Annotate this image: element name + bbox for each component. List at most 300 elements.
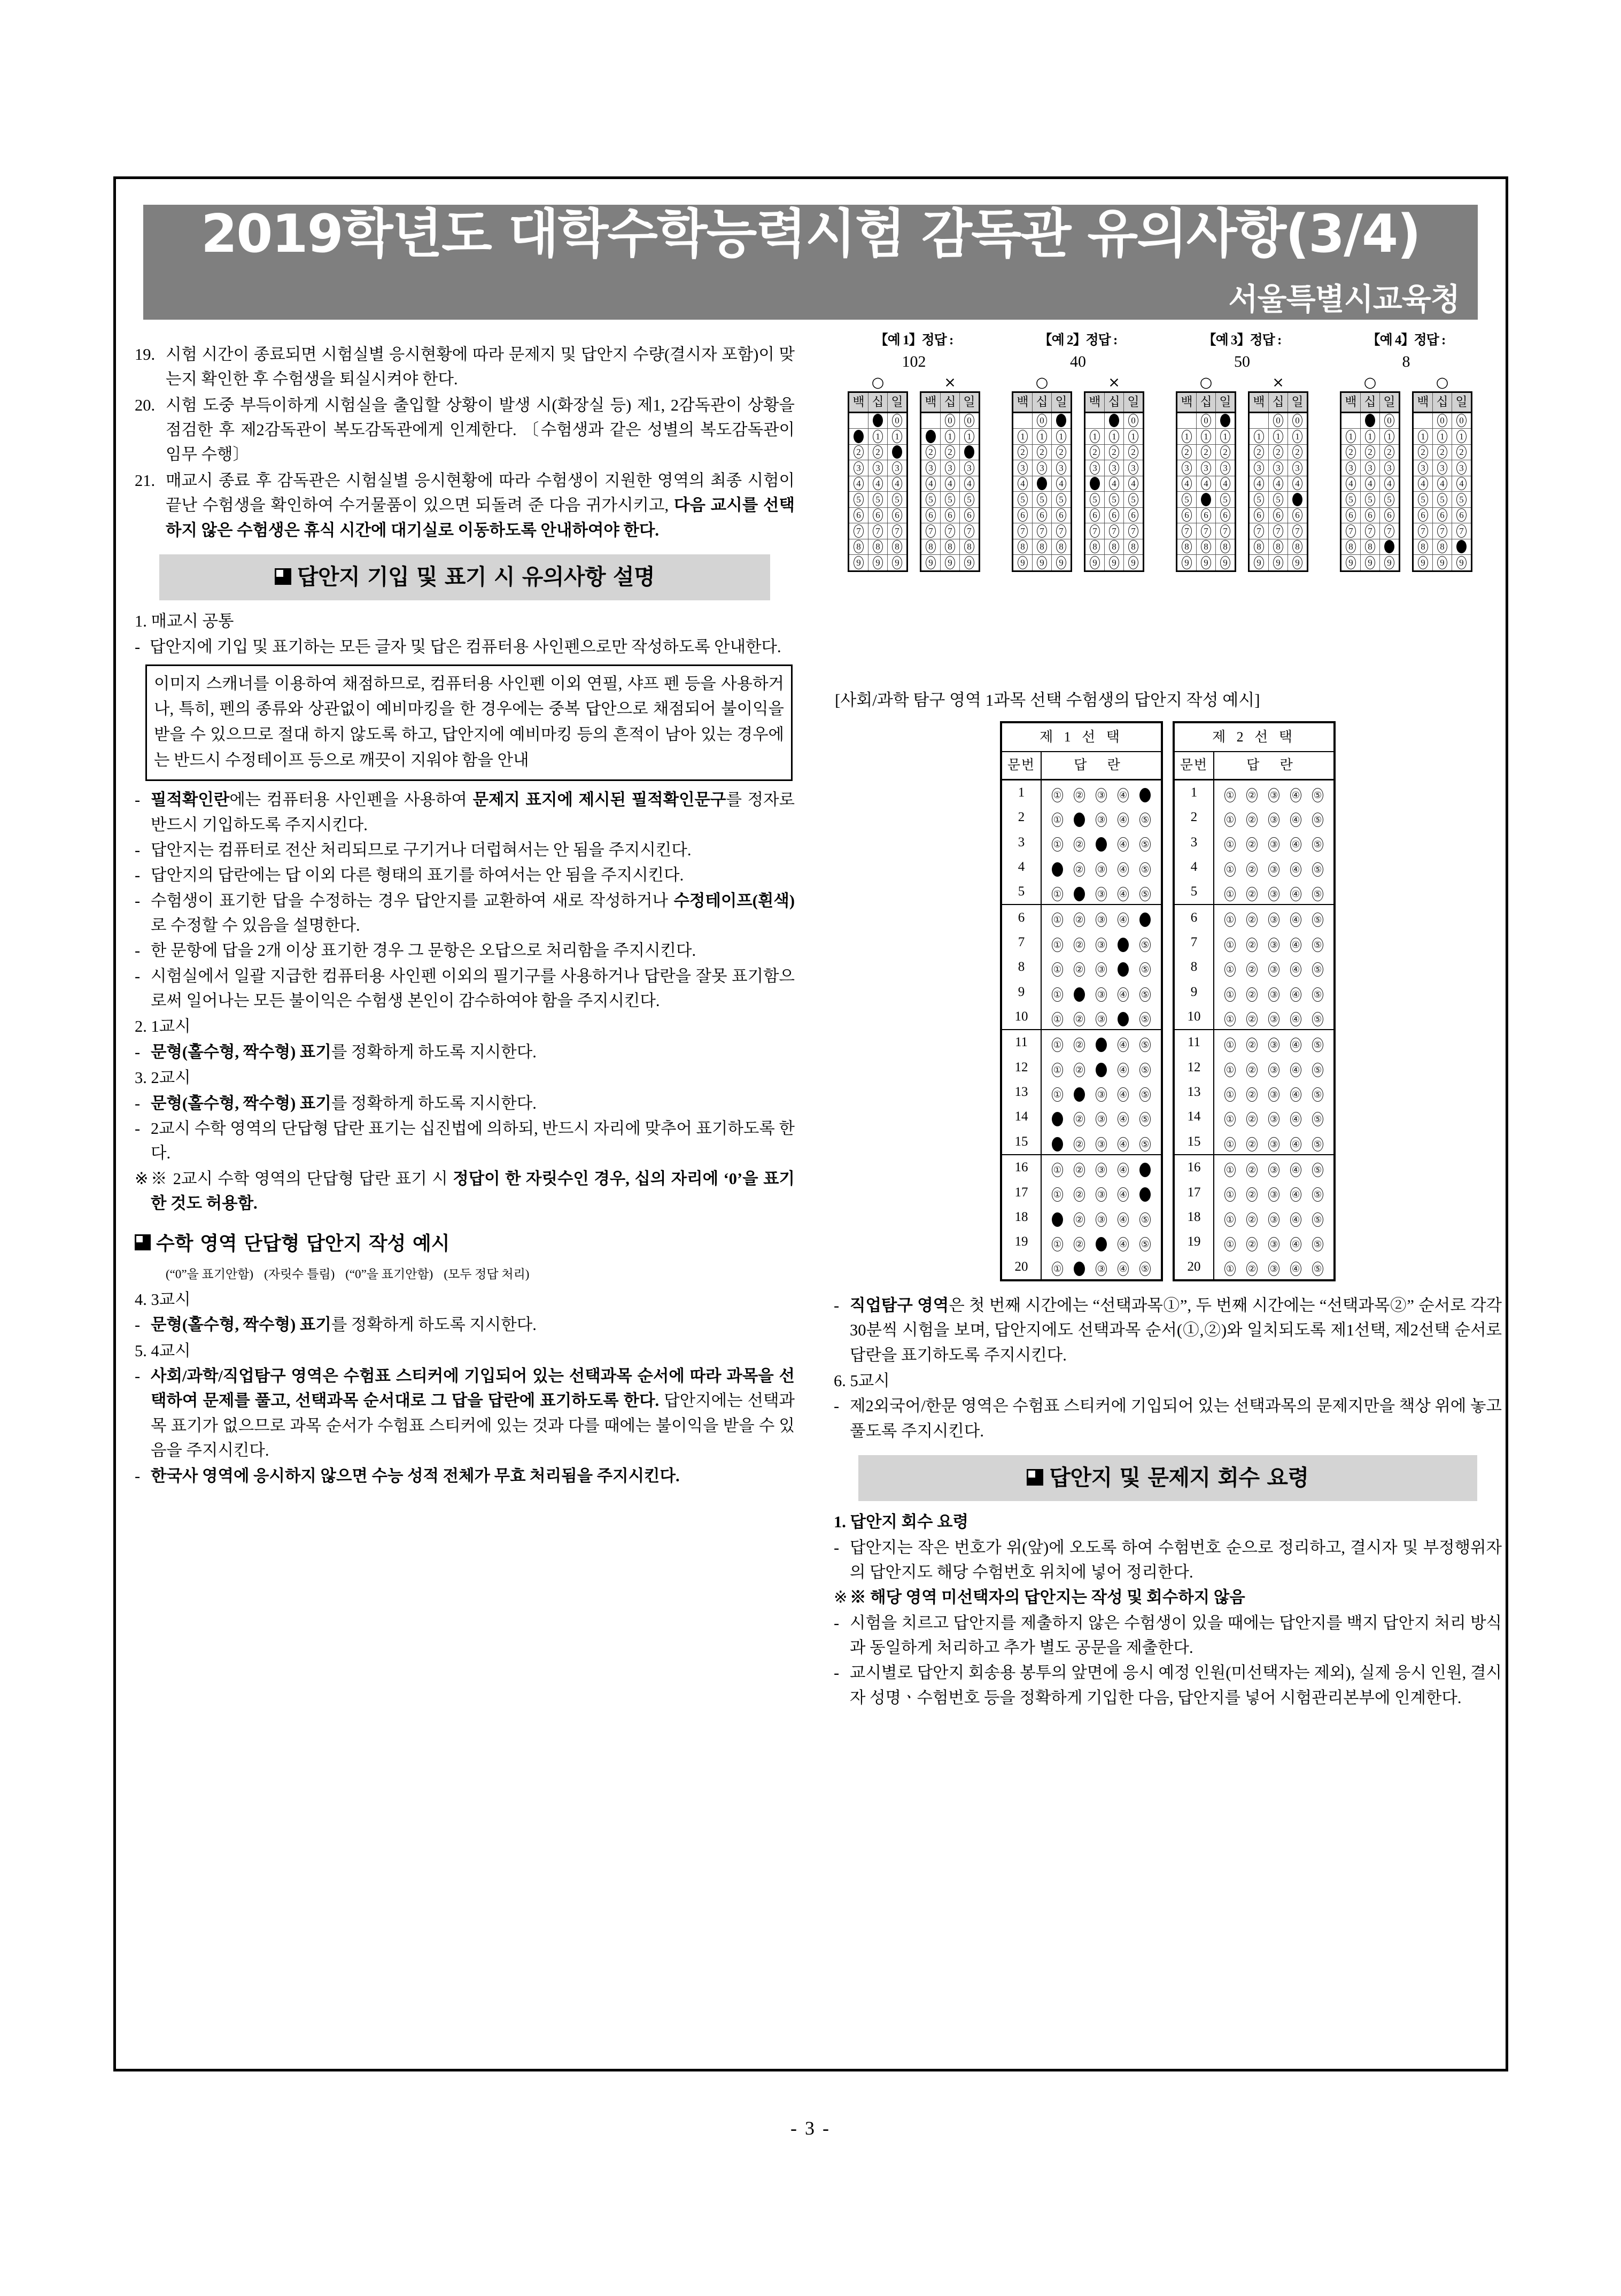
omr-bubble[interactable]: 1 [1128, 430, 1138, 443]
answer-bubble[interactable]: ② [1074, 1038, 1085, 1052]
omr-bubble[interactable]: 6 [1292, 508, 1302, 522]
omr-bubble-cell[interactable] [1013, 412, 1033, 429]
answer-bubbles[interactable] [1041, 830, 1162, 854]
omr-bubble[interactable] [1182, 414, 1192, 427]
omr-bubble-cell[interactable] [1269, 555, 1288, 571]
answer-bubble[interactable]: ⑤ [1312, 887, 1323, 901]
omr-bubble[interactable]: 5 [873, 493, 883, 506]
omr-bubble[interactable]: 9 [1418, 556, 1428, 569]
answer-bubble[interactable]: ⑤ [1139, 887, 1151, 901]
omr-bubble-cell[interactable] [1361, 476, 1380, 492]
omr-bubble[interactable] [1090, 477, 1100, 490]
omr-bubble-cell[interactable] [921, 429, 941, 445]
answer-bubble[interactable]: ① [1224, 813, 1236, 827]
omr-bubble-cell[interactable] [1452, 523, 1472, 539]
omr-bubble[interactable]: 9 [926, 556, 936, 569]
answer-bubble[interactable]: ② [1246, 1112, 1258, 1126]
omr-bubble[interactable]: 7 [1182, 524, 1192, 538]
answer-bubble[interactable]: ③ [1268, 1262, 1279, 1276]
answer-bubble[interactable]: ② [1074, 788, 1085, 802]
omr-bubble[interactable]: 3 [1273, 461, 1283, 475]
omr-bubble[interactable]: 2 [1346, 445, 1356, 459]
answer-bubble[interactable] [1118, 1012, 1129, 1026]
omr-bubble[interactable]: 4 [892, 477, 902, 490]
answer-bubble[interactable]: ① [1224, 788, 1236, 802]
omr-bubble[interactable]: 5 [1220, 493, 1230, 506]
omr-bubble[interactable]: 6 [945, 508, 955, 522]
omr-bubble[interactable]: 7 [945, 524, 955, 538]
answer-bubbles[interactable] [1214, 1155, 1335, 1180]
omr-bubble-cell[interactable] [1413, 523, 1433, 539]
omr-bubble-cell[interactable] [941, 523, 960, 539]
answer-bubble[interactable] [1074, 987, 1085, 1002]
omr-bubble[interactable]: 8 [873, 540, 883, 553]
answer-bubble[interactable]: ⑤ [1312, 962, 1323, 977]
omr-bubble[interactable]: 9 [1090, 556, 1100, 569]
omr-bubble[interactable]: 6 [1418, 508, 1428, 522]
answer-bubble[interactable]: ② [1246, 837, 1258, 852]
omr-bubble-cell[interactable] [1124, 492, 1144, 508]
omr-bubble-cell[interactable] [1341, 492, 1361, 508]
omr-bubble-cell[interactable] [1197, 492, 1216, 508]
answer-bubbles[interactable] [1214, 955, 1335, 979]
answer-bubbles[interactable] [1041, 1230, 1162, 1254]
omr-bubble[interactable]: 1 [1346, 430, 1356, 443]
answer-bubbles[interactable] [1041, 1104, 1162, 1129]
omr-bubble-cell[interactable] [1216, 507, 1236, 523]
omr-bubble-cell[interactable] [849, 492, 868, 508]
omr-bubble-cell[interactable] [1033, 492, 1052, 508]
omr-bubble-cell[interactable] [921, 412, 941, 429]
answer-bubble[interactable]: ⑤ [1312, 1262, 1323, 1276]
omr-bubble-cell[interactable] [1177, 539, 1197, 555]
omr-bubble-cell[interactable] [1380, 507, 1400, 523]
omr-bubble[interactable] [873, 414, 883, 427]
omr-bubble-cell[interactable] [1105, 429, 1124, 445]
answer-bubble[interactable] [1074, 1262, 1085, 1276]
answer-bubble[interactable]: ③ [1096, 1262, 1107, 1276]
omr-bubble[interactable]: 6 [1128, 508, 1138, 522]
answer-bubbles[interactable] [1214, 1004, 1335, 1030]
omr-bubble-cell[interactable] [960, 492, 980, 508]
answer-bubble[interactable]: ④ [1118, 1087, 1129, 1102]
omr-bubble-cell[interactable] [1124, 460, 1144, 476]
answer-bubbles[interactable] [1214, 930, 1335, 955]
omr-bubble[interactable]: 8 [1201, 540, 1211, 553]
omr-bubble[interactable]: 4 [1254, 477, 1264, 490]
answer-bubble[interactable]: ④ [1290, 813, 1301, 827]
omr-bubble-cell[interactable] [1380, 523, 1400, 539]
answer-bubble[interactable]: ① [1224, 1163, 1236, 1177]
omr-bubble-cell[interactable] [1052, 412, 1072, 429]
answer-bubble[interactable]: ① [1224, 1262, 1236, 1276]
answer-bubble[interactable] [1139, 913, 1151, 927]
omr-bubble-cell[interactable] [1105, 476, 1124, 492]
answer-bubble[interactable]: ① [1224, 913, 1236, 927]
omr-bubble-cell[interactable] [1124, 523, 1144, 539]
omr-bubble-cell[interactable] [1413, 444, 1433, 460]
answer-bubble[interactable] [1052, 862, 1063, 877]
omr-bubble-cell[interactable] [1433, 476, 1452, 492]
omr-bubble[interactable]: 8 [1418, 540, 1428, 553]
omr-bubble[interactable]: 4 [1418, 477, 1428, 490]
omr-bubble[interactable]: 9 [945, 556, 955, 569]
omr-bubble-cell[interactable] [1124, 539, 1144, 555]
omr-bubble-cell[interactable] [868, 476, 888, 492]
omr-bubble[interactable]: 3 [1384, 461, 1394, 475]
omr-bubble[interactable]: 7 [1418, 524, 1428, 538]
omr-bubble-cell[interactable] [1033, 412, 1052, 429]
omr-bubble[interactable]: 8 [1292, 540, 1302, 553]
omr-bubble[interactable]: 1 [1220, 430, 1230, 443]
omr-bubble[interactable]: 2 [1090, 445, 1100, 459]
omr-bubble-cell[interactable] [960, 444, 980, 460]
omr-bubble[interactable]: 6 [1346, 508, 1356, 522]
answer-bubble[interactable]: ③ [1268, 1012, 1279, 1026]
omr-bubble[interactable]: 6 [1220, 508, 1230, 522]
omr-bubble[interactable] [1109, 414, 1119, 427]
answer-bubble[interactable]: ② [1246, 1237, 1258, 1251]
omr-bubble[interactable]: 9 [964, 556, 974, 569]
omr-bubble[interactable]: 1 [1018, 430, 1028, 443]
answer-bubble[interactable]: ① [1052, 887, 1063, 901]
omr-bubble-cell[interactable] [941, 429, 960, 445]
answer-bubble[interactable]: ④ [1290, 887, 1301, 901]
omr-bubble[interactable]: 5 [1437, 493, 1447, 506]
omr-bubble[interactable]: 3 [1056, 461, 1066, 475]
omr-bubble-cell[interactable] [1085, 555, 1105, 571]
omr-bubble-cell[interactable] [1124, 507, 1144, 523]
omr-bubble[interactable]: 2 [1365, 445, 1375, 459]
omr-bubble-cell[interactable] [1380, 492, 1400, 508]
omr-bubble[interactable] [854, 414, 864, 427]
omr-bubble[interactable]: 8 [1037, 540, 1047, 553]
omr-bubble[interactable]: 1 [873, 430, 883, 443]
omr-bubble[interactable]: 0 [1437, 414, 1447, 427]
answer-bubble[interactable]: ⑤ [1139, 1063, 1151, 1077]
omr-bubble-cell[interactable] [1433, 412, 1452, 429]
answer-bubble[interactable]: ② [1074, 1163, 1085, 1177]
answer-bubble[interactable]: ③ [1096, 962, 1107, 977]
omr-bubble-cell[interactable] [1013, 444, 1033, 460]
omr-bubble[interactable]: 5 [1418, 493, 1428, 506]
answer-bubble[interactable]: ③ [1096, 788, 1107, 802]
answer-bubble[interactable] [1074, 813, 1085, 827]
answer-bubble[interactable]: ⑤ [1139, 1087, 1151, 1102]
omr-bubble[interactable]: 7 [1018, 524, 1028, 538]
answer-bubble[interactable] [1096, 1038, 1107, 1052]
omr-bubble-cell[interactable] [1433, 429, 1452, 445]
omr-bubble-cell[interactable] [1249, 460, 1269, 476]
answer-bubble[interactable]: ⑤ [1139, 962, 1151, 977]
omr-bubble-cell[interactable] [921, 460, 941, 476]
omr-bubble[interactable]: 8 [1056, 540, 1066, 553]
answer-bubble[interactable]: ② [1074, 862, 1085, 877]
omr-bubble[interactable]: 8 [1018, 540, 1028, 553]
answer-bubble[interactable]: ⑤ [1139, 813, 1151, 827]
omr-bubble-cell[interactable] [1052, 507, 1072, 523]
omr-bubble[interactable]: 5 [892, 493, 902, 506]
omr-bubble-cell[interactable] [1177, 523, 1197, 539]
answer-bubbles[interactable] [1214, 1180, 1335, 1204]
omr-bubble[interactable]: 4 [854, 477, 864, 490]
omr-bubble[interactable]: 7 [964, 524, 974, 538]
answer-bubbles[interactable] [1041, 1130, 1162, 1155]
answer-bubble[interactable]: ④ [1290, 1187, 1301, 1202]
omr-bubble-cell[interactable] [1033, 555, 1052, 571]
answer-bubble[interactable]: ③ [1096, 913, 1107, 927]
omr-bubble-cell[interactable] [1013, 523, 1033, 539]
omr-bubble[interactable]: 9 [1437, 556, 1447, 569]
omr-bubble[interactable]: 6 [1384, 508, 1394, 522]
omr-bubble-cell[interactable] [1052, 444, 1072, 460]
omr-bubble-cell[interactable] [1413, 460, 1433, 476]
omr-bubble[interactable]: 6 [1090, 508, 1100, 522]
omr-bubble-cell[interactable] [1216, 444, 1236, 460]
answer-bubble[interactable]: ① [1224, 1087, 1236, 1102]
omr-bubble-cell[interactable] [1033, 507, 1052, 523]
omr-bubble[interactable]: 6 [1109, 508, 1119, 522]
answer-bubble[interactable]: ⑤ [1139, 1212, 1151, 1227]
omr-bubble-cell[interactable] [1433, 523, 1452, 539]
answer-bubble[interactable]: ④ [1290, 1038, 1301, 1052]
answer-bubble[interactable]: ① [1224, 962, 1236, 977]
omr-bubble-cell[interactable] [1013, 507, 1033, 523]
omr-bubble-cell[interactable] [1033, 429, 1052, 445]
omr-bubble-cell[interactable] [868, 507, 888, 523]
omr-bubble-cell[interactable] [888, 539, 908, 555]
answer-bubble[interactable]: ④ [1290, 987, 1301, 1002]
omr-bubble-cell[interactable] [868, 523, 888, 539]
omr-bubble-cell[interactable] [1361, 429, 1380, 445]
answer-bubble[interactable]: ④ [1290, 1163, 1301, 1177]
omr-bubble[interactable]: 3 [1090, 461, 1100, 475]
omr-bubble[interactable]: 3 [1456, 461, 1467, 475]
answer-bubble[interactable]: ② [1074, 913, 1085, 927]
answer-bubble[interactable]: ④ [1290, 1262, 1301, 1276]
answer-bubbles[interactable] [1041, 855, 1162, 879]
answer-bubble[interactable]: ③ [1268, 962, 1279, 977]
omr-bubble[interactable] [1220, 414, 1230, 427]
omr-bubble[interactable]: 5 [945, 493, 955, 506]
answer-bubble[interactable]: ③ [1268, 1237, 1279, 1251]
omr-bubble-cell[interactable] [1216, 539, 1236, 555]
omr-bubble[interactable]: 6 [1037, 508, 1047, 522]
omr-bubble-cell[interactable] [849, 412, 868, 429]
answer-bubbles[interactable] [1041, 1030, 1162, 1055]
omr-bubble-cell[interactable] [1216, 476, 1236, 492]
omr-bubble[interactable] [1365, 414, 1375, 427]
answer-bubble[interactable]: ① [1052, 1038, 1063, 1052]
answer-bubble[interactable]: ① [1224, 1012, 1236, 1026]
omr-bubble-cell[interactable] [1052, 429, 1072, 445]
omr-bubble-cell[interactable] [1433, 555, 1452, 571]
omr-bubble-cell[interactable] [1249, 429, 1269, 445]
omr-bubble[interactable]: 7 [1273, 524, 1283, 538]
omr-bubble-cell[interactable] [888, 492, 908, 508]
omr-bubble[interactable]: 8 [1273, 540, 1283, 553]
answer-bubble[interactable]: ③ [1268, 887, 1279, 901]
omr-bubble[interactable]: 6 [1365, 508, 1375, 522]
omr-bubble-cell[interactable] [888, 476, 908, 492]
answer-bubble[interactable]: ④ [1290, 938, 1301, 952]
answer-bubble[interactable]: ① [1224, 1137, 1236, 1151]
omr-bubble-cell[interactable] [1341, 429, 1361, 445]
answer-bubble[interactable]: ⑤ [1139, 1137, 1151, 1151]
omr-bubble-cell[interactable] [1085, 492, 1105, 508]
answer-bubble[interactable]: ⑤ [1312, 788, 1323, 802]
omr-bubble-cell[interactable] [1197, 476, 1216, 492]
omr-bubble[interactable]: 4 [926, 477, 936, 490]
omr-bubble[interactable]: 5 [1018, 493, 1028, 506]
omr-bubble[interactable] [926, 414, 936, 427]
answer-bubble[interactable] [1096, 1063, 1107, 1077]
omr-bubble-cell[interactable] [1361, 523, 1380, 539]
answer-bubble[interactable] [1096, 1237, 1107, 1251]
omr-bubble[interactable]: 7 [1109, 524, 1119, 538]
omr-bubble[interactable]: 7 [1090, 524, 1100, 538]
omr-bubble-cell[interactable] [1105, 460, 1124, 476]
omr-bubble[interactable]: 3 [1109, 461, 1119, 475]
omr-bubble[interactable]: 9 [1182, 556, 1192, 569]
answer-bubble[interactable] [1052, 1137, 1063, 1151]
omr-bubble-cell[interactable] [1197, 555, 1216, 571]
omr-bubble[interactable]: 9 [1037, 556, 1047, 569]
omr-bubble[interactable]: 1 [1273, 430, 1283, 443]
omr-bubble-cell[interactable] [1177, 492, 1197, 508]
answer-bubble[interactable]: ④ [1118, 887, 1129, 901]
omr-bubble[interactable]: 1 [892, 430, 902, 443]
answer-bubble[interactable]: ④ [1290, 1212, 1301, 1227]
omr-bubble[interactable]: 3 [1018, 461, 1028, 475]
omr-bubble-cell[interactable] [888, 429, 908, 445]
answer-bubbles[interactable] [1041, 1155, 1162, 1180]
omr-bubble-cell[interactable] [1249, 539, 1269, 555]
omr-bubble-cell[interactable] [1216, 492, 1236, 508]
omr-bubble-cell[interactable] [960, 507, 980, 523]
omr-bubble-cell[interactable] [1105, 492, 1124, 508]
omr-bubble[interactable]: 7 [1037, 524, 1047, 538]
answer-bubble[interactable]: ③ [1096, 862, 1107, 877]
answer-bubble[interactable]: ⑤ [1312, 1063, 1323, 1077]
omr-bubble-cell[interactable] [941, 460, 960, 476]
answer-bubbles[interactable] [1041, 879, 1162, 905]
omr-bubble[interactable]: 9 [854, 556, 864, 569]
omr-bubble[interactable] [1292, 493, 1302, 506]
answer-bubble[interactable]: ⑤ [1312, 1087, 1323, 1102]
omr-bubble[interactable]: 9 [1456, 556, 1467, 569]
omr-bubble-cell[interactable] [921, 555, 941, 571]
omr-bubble[interactable]: 7 [1056, 524, 1066, 538]
omr-bubble[interactable]: 2 [926, 445, 936, 459]
answer-bubble[interactable]: ① [1052, 1012, 1063, 1026]
omr-bubble-cell[interactable] [849, 444, 868, 460]
omr-bubble-cell[interactable] [1433, 492, 1452, 508]
answer-bubble[interactable]: ⑤ [1312, 1038, 1323, 1052]
answer-bubble[interactable]: ① [1224, 1212, 1236, 1227]
omr-bubble[interactable]: 1 [1292, 430, 1302, 443]
answer-bubble[interactable]: ⑤ [1312, 1237, 1323, 1251]
omr-bubble[interactable]: 1 [1037, 430, 1047, 443]
omr-bubble[interactable]: 7 [926, 524, 936, 538]
omr-bubble-cell[interactable] [1105, 523, 1124, 539]
omr-bubble-cell[interactable] [1380, 539, 1400, 555]
omr-bubble[interactable]: 1 [1418, 430, 1428, 443]
omr-bubble-cell[interactable] [1033, 444, 1052, 460]
omr-bubble-cell[interactable] [941, 539, 960, 555]
omr-bubble[interactable]: 3 [1037, 461, 1047, 475]
omr-bubble-cell[interactable] [1216, 412, 1236, 429]
answer-bubble[interactable]: ② [1074, 1212, 1085, 1227]
answer-bubble[interactable]: ④ [1290, 1087, 1301, 1102]
omr-bubble[interactable]: 6 [1437, 508, 1447, 522]
omr-bubble-cell[interactable] [1249, 555, 1269, 571]
omr-bubble-cell[interactable] [1413, 555, 1433, 571]
omr-bubble-cell[interactable] [1124, 555, 1144, 571]
answer-bubbles[interactable] [1214, 1055, 1335, 1080]
omr-bubble[interactable]: 1 [1456, 430, 1467, 443]
omr-bubble-cell[interactable] [1249, 412, 1269, 429]
omr-bubble-cell[interactable] [1341, 412, 1361, 429]
omr-bubble-cell[interactable] [1013, 492, 1033, 508]
answer-bubble[interactable]: ③ [1096, 938, 1107, 952]
omr-bubble-cell[interactable] [1269, 476, 1288, 492]
answer-bubble[interactable]: ② [1246, 788, 1258, 802]
omr-bubble[interactable]: 7 [1384, 524, 1394, 538]
omr-bubble[interactable]: 0 [945, 414, 955, 427]
answer-bubble[interactable]: ④ [1290, 1112, 1301, 1126]
omr-bubble[interactable]: 3 [1292, 461, 1302, 475]
omr-bubble[interactable]: 2 [873, 445, 883, 459]
omr-bubble-cell[interactable] [1361, 539, 1380, 555]
answer-bubble[interactable]: ③ [1096, 1163, 1107, 1177]
omr-bubble-cell[interactable] [921, 492, 941, 508]
answer-bubble[interactable]: ③ [1096, 1187, 1107, 1202]
omr-bubble[interactable]: 6 [926, 508, 936, 522]
omr-bubble-cell[interactable] [1013, 460, 1033, 476]
omr-bubble-cell[interactable] [1452, 412, 1472, 429]
answer-bubble[interactable]: ① [1052, 938, 1063, 952]
answer-bubble[interactable]: ③ [1096, 1212, 1107, 1227]
omr-bubble[interactable]: 8 [926, 540, 936, 553]
omr-bubble[interactable]: 0 [1456, 414, 1467, 427]
answer-bubble[interactable]: ⑤ [1312, 813, 1323, 827]
answer-bubble[interactable]: ③ [1268, 1112, 1279, 1126]
omr-bubble[interactable]: 7 [854, 524, 864, 538]
answer-bubble[interactable]: ② [1074, 1137, 1085, 1151]
omr-bubble[interactable]: 0 [1273, 414, 1283, 427]
omr-bubble[interactable]: 6 [1056, 508, 1066, 522]
omr-bubble[interactable]: 5 [1456, 493, 1467, 506]
answer-bubbles[interactable] [1041, 1080, 1162, 1104]
answer-bubble[interactable]: ③ [1096, 1087, 1107, 1102]
omr-bubble-cell[interactable] [1124, 429, 1144, 445]
omr-bubble[interactable]: 4 [1182, 477, 1192, 490]
answer-bubble[interactable]: ① [1052, 837, 1063, 852]
omr-bubble[interactable]: 3 [1437, 461, 1447, 475]
omr-bubble-cell[interactable] [1341, 507, 1361, 523]
answer-bubble[interactable]: ⑤ [1312, 862, 1323, 877]
answer-bubble[interactable]: ⑤ [1312, 1163, 1323, 1177]
omr-bubble-cell[interactable] [1177, 460, 1197, 476]
answer-bubble[interactable]: ③ [1096, 1137, 1107, 1151]
omr-bubble[interactable]: 5 [1128, 493, 1138, 506]
answer-bubbles[interactable] [1214, 879, 1335, 905]
omr-bubble[interactable]: 2 [945, 445, 955, 459]
omr-bubble[interactable]: 5 [1346, 493, 1356, 506]
omr-bubble-cell[interactable] [1452, 539, 1472, 555]
answer-bubble[interactable]: ⑤ [1312, 987, 1323, 1002]
